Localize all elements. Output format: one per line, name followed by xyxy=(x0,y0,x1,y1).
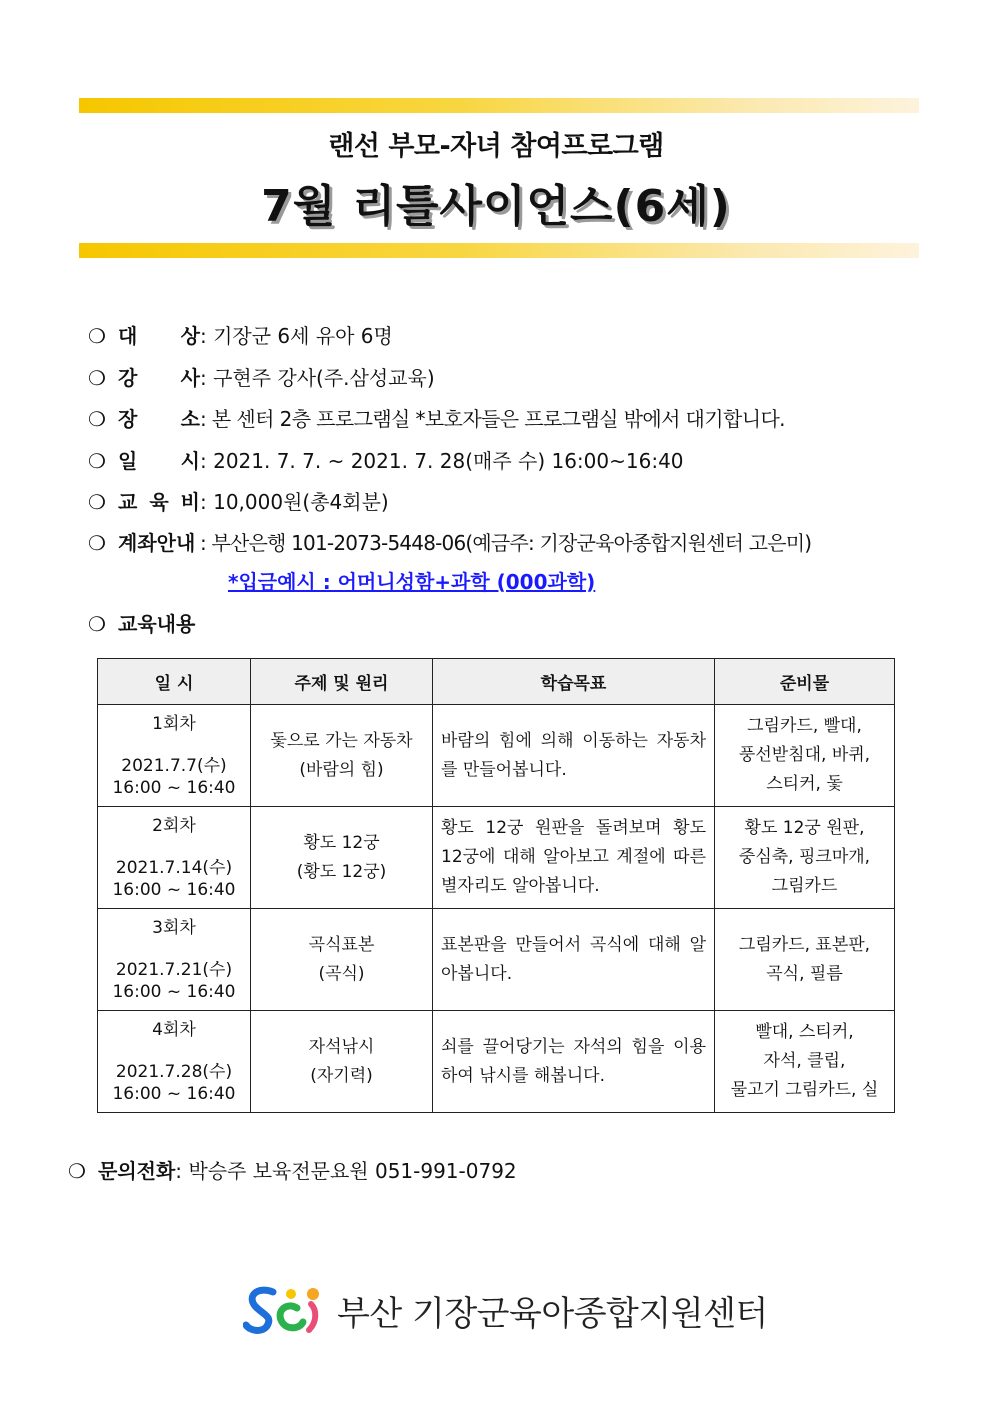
round-label: 2회차 xyxy=(152,815,196,836)
header-goal: 학습목표 xyxy=(433,659,715,705)
bullet-icon: ❍ xyxy=(88,324,106,348)
material-line: 중심축, 핑크마개, xyxy=(738,847,871,867)
cell-materials xyxy=(715,1011,895,1113)
top-decorative-bar xyxy=(79,98,919,113)
bullet-icon: ❍ xyxy=(68,1159,86,1183)
info-value: : 구현주 강사(주.삼성교육) xyxy=(200,366,435,390)
info-schedule xyxy=(88,445,684,474)
topic-text: 돛으로 가는 자동차 xyxy=(270,730,413,751)
topic-text: 황도 12궁 xyxy=(303,832,380,853)
bullet-icon: ❍ xyxy=(88,366,106,390)
info-fee xyxy=(88,486,389,515)
material-line: 풍선받침대, 바퀴, xyxy=(738,745,871,765)
info-value: : 2021. 7. 7. ~ 2021. 7. 28(매주 수) 16:00~16:40 xyxy=(200,449,684,473)
info-value: : 기장군 6세 유아 6명 xyxy=(200,324,393,348)
footer-logo xyxy=(243,1282,768,1338)
info-label: 대 상 xyxy=(118,324,200,348)
info-label: 일 시 xyxy=(118,449,200,473)
bullet-icon: ❍ xyxy=(88,490,106,514)
info-place xyxy=(88,403,785,432)
info-value: : 부산은행 101-2073-5448-06(예금주: 기장군육아종합지원센터 고은미) xyxy=(200,531,812,555)
round-label: 3회차 xyxy=(152,917,196,938)
principle-text: (황도 12궁) xyxy=(296,861,387,882)
table-row xyxy=(98,807,895,909)
table-header-row xyxy=(98,659,895,705)
bullet-icon: ❍ xyxy=(88,407,106,431)
info-label: 계좌안내 xyxy=(118,531,196,555)
deposit-note: *입금예시 : 어머니성함+과학 (000과학) xyxy=(228,570,596,594)
topic-text: 자석낚시 xyxy=(308,1036,375,1057)
time-text: 16:00 ~ 16:40 xyxy=(112,777,236,798)
cell-goal: 바람의 힘에 의해 이동하는 자동차를 만들어봅니다. xyxy=(433,705,715,807)
bullet-icon: ❍ xyxy=(88,612,106,636)
info-instructor xyxy=(88,362,435,391)
material-line: 물고기 그림카드, 실 xyxy=(730,1080,879,1100)
cell-datetime xyxy=(98,909,251,1011)
time-text: 16:00 ~ 16:40 xyxy=(112,879,236,900)
cell-topic xyxy=(251,807,433,909)
date-text: 2021.7.21(수) xyxy=(115,959,233,980)
principle-text: (바람의 힘) xyxy=(299,759,384,780)
material-line: 황도 12궁 원판, xyxy=(744,818,865,838)
header-datetime: 일 시 xyxy=(98,659,251,705)
bullet-icon: ❍ xyxy=(88,449,106,473)
info-label: 강 사 xyxy=(118,366,200,390)
material-line: 그림카드, 표본판, xyxy=(738,934,871,955)
material-line: 빨대, 스티커, xyxy=(755,1022,854,1042)
content-heading-label: 교육내용 xyxy=(118,612,196,636)
cell-topic xyxy=(251,909,433,1011)
table-row xyxy=(98,909,895,1011)
material-line: 그림카드 xyxy=(771,876,838,896)
content-heading xyxy=(88,608,195,637)
header-topic: 주제 및 원리 xyxy=(251,659,433,705)
contact-label: 문의전화 xyxy=(98,1159,176,1183)
cell-goal: 황도 12궁 원판을 돌려보며 황도 12궁에 대해 알아보고 계절에 따른 별자리도 알아봅니다. xyxy=(433,807,715,909)
date-text: 2021.7.7(수) xyxy=(121,755,227,776)
material-line: 곡식, 필름 xyxy=(766,963,843,984)
cell-materials xyxy=(715,807,895,909)
cell-datetime xyxy=(98,807,251,909)
table-row xyxy=(98,1011,895,1113)
round-label: 4회차 xyxy=(152,1019,196,1040)
principle-text: (자기력) xyxy=(310,1065,373,1086)
info-value: : 본 센터 2층 프로그램실 *보호자들은 프로그램실 밖에서 대기합니다. xyxy=(200,407,785,431)
round-label: 1회차 xyxy=(152,713,196,734)
cell-datetime xyxy=(98,1011,251,1113)
material-line: 스티커, 돛 xyxy=(766,774,843,794)
cell-materials xyxy=(715,909,895,1011)
header-materials: 준비물 xyxy=(715,659,895,705)
schedule-table xyxy=(97,658,895,1113)
info-label: 교 육 비 xyxy=(118,490,200,514)
contact-line xyxy=(68,1155,517,1184)
date-text: 2021.7.14(수) xyxy=(115,857,233,878)
center-logo-icon xyxy=(243,1282,329,1338)
date-text: 2021.7.28(수) xyxy=(115,1061,233,1082)
cell-topic xyxy=(251,705,433,807)
topic-text: 곡식표본 xyxy=(308,934,375,955)
info-label: 장 소 xyxy=(118,407,200,431)
info-account xyxy=(88,527,811,556)
time-text: 16:00 ~ 16:40 xyxy=(112,1083,236,1104)
footer-org-name: 부산 기장군육아종합지원센터 xyxy=(337,1293,768,1334)
info-value: : 10,000원(총4회분) xyxy=(200,490,389,514)
cell-topic xyxy=(251,1011,433,1113)
material-line: 자석, 클립, xyxy=(763,1051,846,1071)
page-subtitle: 랜선 부모-자녀 참여프로그램 xyxy=(328,131,664,162)
info-target xyxy=(88,320,393,349)
material-line: 그림카드, 빨대, xyxy=(747,716,862,736)
cell-datetime xyxy=(98,705,251,807)
cell-goal: 표본판을 만들어서 곡식에 대해 알아봅니다. xyxy=(433,909,715,1011)
contact-value: : 박승주 보육전문요원 051-991-0792 xyxy=(175,1159,517,1183)
principle-text: (곡식) xyxy=(318,963,365,984)
bottom-decorative-bar xyxy=(79,243,919,258)
time-text: 16:00 ~ 16:40 xyxy=(112,981,236,1002)
table-row xyxy=(98,705,895,807)
cell-goal: 쇠를 끌어당기는 자석의 힘을 이용하여 낚시를 해봅니다. xyxy=(433,1011,715,1113)
page-title: 7월 리틀사이언스(6세) xyxy=(261,181,731,232)
cell-materials xyxy=(715,705,895,807)
bullet-icon: ❍ xyxy=(88,531,106,555)
